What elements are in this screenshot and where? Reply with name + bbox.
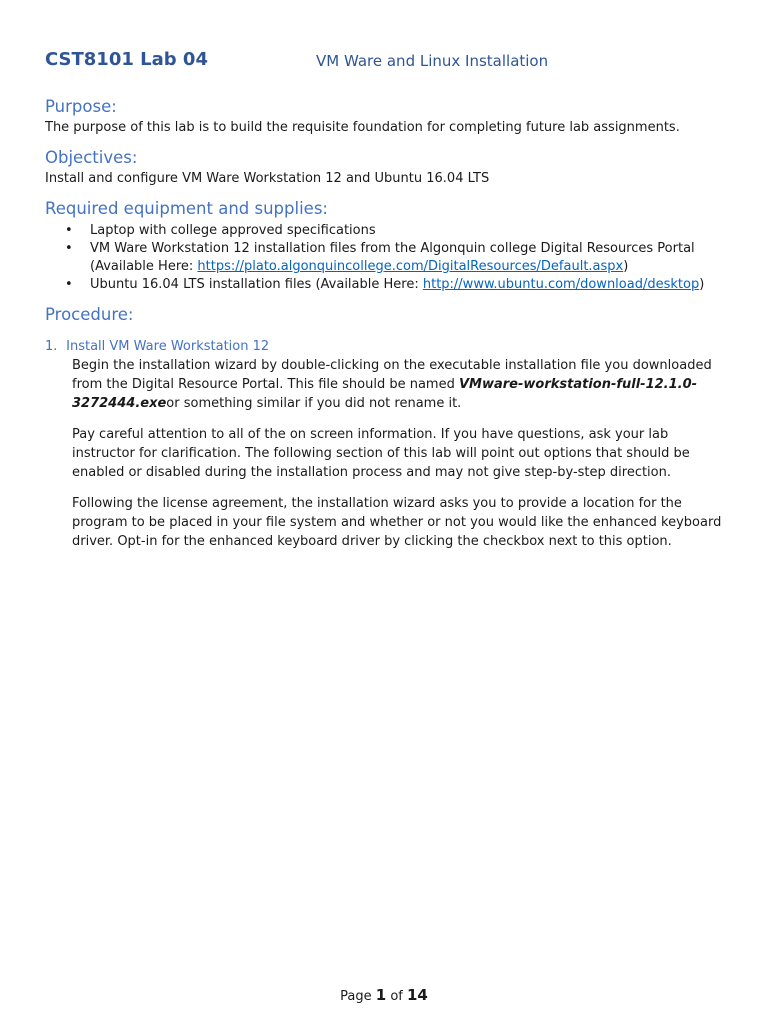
equipment-item-ubuntu: Ubuntu 16.04 LTS installation files (Available Here:: [90, 277, 423, 292]
total-page-count: 14: [407, 986, 428, 1004]
ubuntu-download-link[interactable]: http://www.ubuntu.com/download/desktop: [422, 277, 700, 292]
purpose-section: [45, 96, 735, 137]
list-item: [65, 276, 735, 294]
equipment-section: [45, 198, 735, 294]
objectives-section: [45, 147, 735, 188]
paragraph-text: Begin the installation wizard by double-clicking on the executable installation file you downloaded from the Digital Resource Portal. This file should be named: [72, 358, 712, 392]
objectives-text: Install and configure VM Ware Workstation 12 and Ubuntu 16.04 LTS: [45, 171, 490, 186]
bullet-icon: •: [65, 241, 73, 256]
step-title-text: Install VM Ware Workstation 12: [66, 339, 270, 354]
paren-close: ): [699, 277, 705, 292]
step-1-title: [45, 338, 735, 356]
paren-close: ): [623, 259, 629, 274]
list-item: [65, 240, 735, 276]
page-header: [45, 49, 728, 75]
document-code: CST8101 Lab 04: [45, 49, 208, 70]
objectives-heading: Objectives:: [45, 148, 138, 167]
equipment-heading: Required equipment and supplies:: [45, 199, 328, 218]
step-1-paragraph-3: Following the license agreement, the installation wizard asks you to provide a location for the program to be placed in your file system and whether or not you would like the enhanced keyboard driver. Opt-in for the enhanced keyboard driver by clicking the checkbox next to this option.: [72, 496, 722, 549]
document-title: VM Ware and Linux Installation: [316, 52, 549, 70]
equipment-item-vmware: VM Ware Workstation 12 installation files from the Algonquin college Digital Resources Portal (Available Here:: [90, 241, 695, 274]
purpose-heading: Purpose:: [45, 97, 117, 116]
vmware-download-link[interactable]: https://plato.algonquincollege.com/DigitalResources/Default.aspx: [197, 259, 624, 274]
equipment-list: [45, 222, 735, 294]
bullet-icon: •: [65, 277, 73, 292]
current-page-number: 1: [375, 986, 387, 1004]
installer-filename: VMware-workstation-full-12.1.0-3272444.exe: [72, 377, 698, 411]
list-item: [65, 222, 735, 240]
footer-of-label: of: [390, 989, 403, 1004]
purpose-text: The purpose of this lab is to build the requisite foundation for completing future lab assignments.: [45, 120, 680, 135]
document-body: [45, 96, 735, 563]
footer-page-label: Page: [340, 989, 372, 1004]
equipment-item-laptop: Laptop with college approved specifications: [90, 223, 376, 238]
step-number: 1.: [45, 339, 58, 354]
step-1-paragraph-2: Pay careful attention to all of the on screen information. If you have questions, ask your lab instructor for clarification. The following section of this lab will point out options that should be enabled or disabled during the installation process and may not give step-by-step direction.: [72, 427, 690, 480]
step-1-body: [72, 356, 735, 551]
procedure-heading: Procedure:: [45, 305, 134, 324]
procedure-section: [45, 304, 735, 551]
step-1-paragraph-1: [72, 356, 735, 413]
bullet-icon: •: [65, 223, 73, 238]
page-footer: [0, 986, 768, 1004]
paragraph-text: or something similar if you did not rename it.: [166, 396, 462, 411]
